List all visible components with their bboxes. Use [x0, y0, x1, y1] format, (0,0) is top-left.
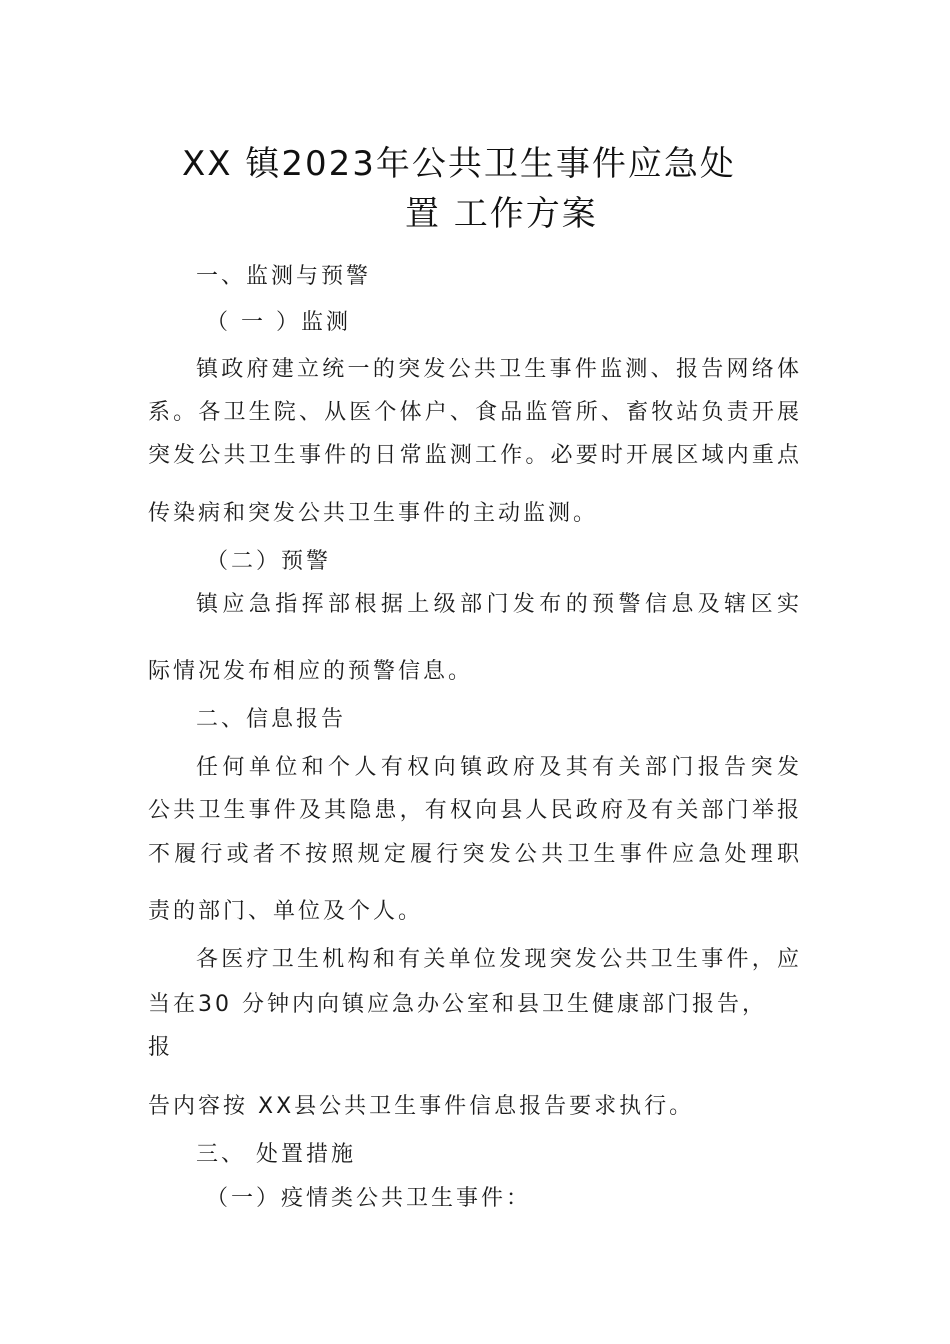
paragraph-line: 突发公共卫生事件的日常监测工作。必要时开展区域内重点: [148, 443, 802, 468]
paragraph-line: 报: [148, 1035, 174, 1060]
subheading-epidemic-events: （一）疫情类公共卫生事件：: [206, 1186, 532, 1211]
paragraph-line: 不履行或者不按照规定履行突发公共卫生事件应急处理职: [148, 842, 802, 867]
paragraph-line: 镇应急指挥部根据上级部门发布的预警信息及辖区实: [196, 592, 802, 617]
section-heading-monitoring: 一、监测与预警: [196, 264, 372, 289]
paragraph-line: 各医疗卫生机构和有关单位发现突发公共卫生事件，应: [196, 947, 802, 972]
paragraph-line: 公共卫生事件及其隐患，有权向县人民政府及有关部门举报: [148, 798, 802, 823]
document-title-line-1: XX 镇2023年公共卫生事件应急处: [182, 144, 736, 184]
paragraph-line: 传染病和突发公共卫生事件的主动监测。: [148, 501, 599, 526]
paragraph-line: 际情况发布相应的预警信息。: [148, 659, 474, 684]
subheading-monitoring: （ 一 ）监测: [206, 310, 351, 335]
paragraph-line: 责的部门、单位及个人。: [148, 899, 424, 924]
paragraph-line: 告内容按 XX县公共卫生事件信息报告要求执行。: [148, 1094, 695, 1119]
paragraph-line: 系。各卫生院、从医个体户、食品监管所、畜牧站负责开展: [148, 400, 802, 425]
document-title-line-2: 置 工作方案: [405, 194, 598, 234]
section-heading-measures: 三、 处置措施: [196, 1142, 356, 1167]
section-heading-reporting: 二、信息报告: [196, 707, 347, 732]
paragraph-line: 任何单位和个人有权向镇政府及其有关部门报告突发: [196, 755, 802, 780]
paragraph-line: 镇政府建立统一的突发公共卫生事件监测、报告网络体: [196, 357, 802, 382]
subheading-warning: （二）预警: [206, 549, 332, 574]
paragraph-line: 当在30 分钟内向镇应急办公室和县卫生健康部门报告，: [148, 992, 767, 1017]
